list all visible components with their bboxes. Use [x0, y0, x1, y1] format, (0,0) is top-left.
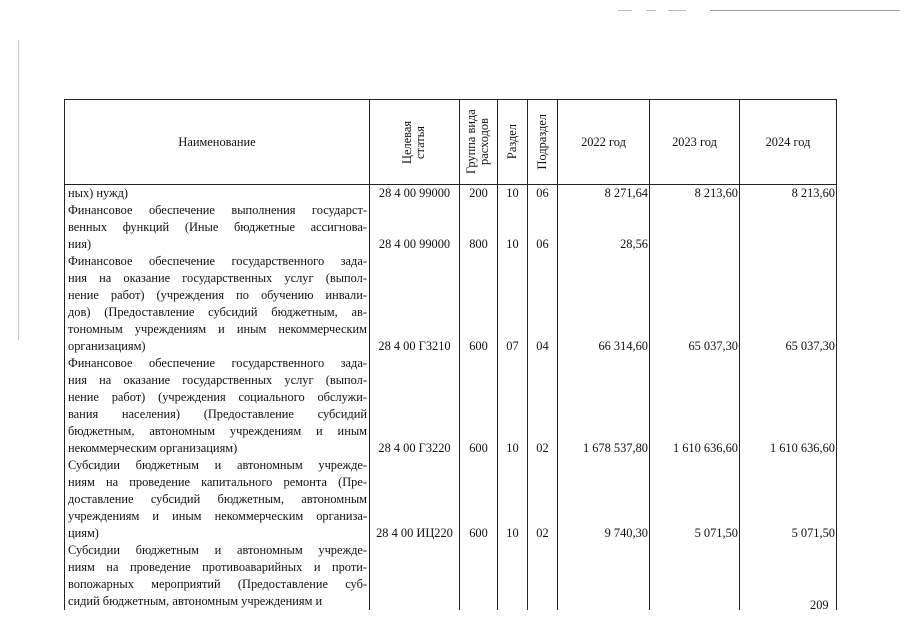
- row-value-2023: [650, 542, 740, 610]
- row-name-line: организациям): [68, 339, 146, 353]
- header-year-2024: 2024 год: [740, 100, 837, 185]
- header-year-2022: 2022 год: [558, 100, 650, 185]
- row-target-article: 28 4 00 99000: [370, 202, 460, 253]
- header-expense-group: [460, 100, 498, 185]
- table-row: [65, 253, 837, 355]
- header-name: Наименование: [65, 100, 370, 185]
- row-target-article: 28 4 00 Г3210: [370, 253, 460, 355]
- row-name-line: нение работ) (учреждения по обучению инвали-: [68, 288, 367, 302]
- row-target-article: 28 4 00 99000: [370, 185, 460, 203]
- scan-artifact-dash: [646, 10, 656, 11]
- row-section: 10: [498, 185, 528, 203]
- header-subsection-text: Подраздел: [535, 114, 549, 170]
- row-value-2023: [650, 202, 740, 253]
- row-name-line: ных) нужд): [68, 186, 129, 200]
- row-name-line: тономным учреждениям и иным некоммерческим: [68, 322, 367, 336]
- row-name-line: Финансовое обеспечение государственного зада-: [68, 356, 367, 370]
- row-name-line: сидий бюджетным, автономным учреждениям и: [68, 594, 323, 608]
- row-name-line: Финансовое обеспечение выполнения государст-: [68, 203, 367, 217]
- page-number: 209: [810, 598, 829, 612]
- row-target-article: 28 4 00 ИЦ220: [370, 457, 460, 542]
- row-expense-group: 600: [460, 457, 498, 542]
- row-name-line: дов) (Предоставление субсидий бюджетным, ав-: [68, 305, 367, 319]
- row-name-line: ниям на проведение капитального ремонта (Пре-: [68, 475, 367, 489]
- row-section: 10: [498, 202, 528, 253]
- table-header-row: [65, 100, 837, 185]
- row-section: [498, 542, 528, 610]
- header-subsection: [528, 100, 558, 185]
- row-value-2024: 8 213,60: [740, 185, 837, 203]
- scan-artifact-dash: [668, 10, 686, 11]
- header-expense-group-text: Группа вида расходов: [463, 109, 491, 175]
- table-row: [65, 202, 837, 253]
- header-section-text: Раздел: [505, 124, 519, 160]
- row-subsection: 06: [528, 202, 558, 253]
- row-name: [65, 185, 370, 203]
- row-value-2024: 1 610 636,60: [740, 355, 837, 457]
- row-expense-group: 600: [460, 355, 498, 457]
- row-name-line: венных функций (Иные бюджетные ассигнова-: [68, 220, 367, 234]
- row-subsection: 02: [528, 457, 558, 542]
- row-target-article: 28 4 00 Г3220: [370, 355, 460, 457]
- row-subsection: 06: [528, 185, 558, 203]
- header-year-2023: 2023 год: [650, 100, 740, 185]
- row-expense-group: 200: [460, 185, 498, 203]
- row-name-line: доставление субсидий бюджетным, автономным: [68, 492, 367, 506]
- row-name-line: нение работ) (учреждения социального обслужи-: [68, 390, 367, 404]
- header-target-article: [370, 100, 460, 185]
- table-row: [65, 542, 837, 610]
- row-name: [65, 253, 370, 355]
- budget-table: [64, 99, 837, 610]
- row-section: 10: [498, 457, 528, 542]
- row-name: [65, 457, 370, 542]
- row-name-line: Субсидии бюджетным и автономным учрежде-: [68, 543, 367, 557]
- row-name-line: ниям на проведение противоаварийных и проти-: [68, 560, 367, 574]
- scan-artifact-edge: [18, 40, 19, 340]
- table-row: [65, 457, 837, 542]
- row-value-2022: [558, 542, 650, 610]
- row-value-2023: 1 610 636,60: [650, 355, 740, 457]
- row-subsection: [528, 542, 558, 610]
- row-name-line: некоммерческим организациям): [68, 441, 238, 455]
- row-value-2023: 65 037,30: [650, 253, 740, 355]
- row-name: [65, 542, 370, 610]
- table-body: [65, 185, 837, 611]
- row-name-line: ния на оказание государственных услуг (выпол-: [68, 271, 367, 285]
- row-name-line: Субсидии бюджетным и автономным учрежде-: [68, 458, 367, 472]
- scan-artifact-dash: [618, 10, 632, 11]
- row-name-line: вопожарных мероприятий (Предоставление суб-: [68, 577, 367, 591]
- row-section: 07: [498, 253, 528, 355]
- row-name-line: ния): [68, 237, 92, 251]
- row-value-2022: 9 740,30: [558, 457, 650, 542]
- row-expense-group: 800: [460, 202, 498, 253]
- row-subsection: 02: [528, 355, 558, 457]
- row-value-2022: 66 314,60: [558, 253, 650, 355]
- row-expense-group: 600: [460, 253, 498, 355]
- row-name: [65, 355, 370, 457]
- row-name-line: учреждениям и иным некоммерческим организа-: [68, 509, 367, 523]
- row-name-line: Финансовое обеспечение государственного зада-: [68, 254, 367, 268]
- row-name-line: ния на оказание государственных услуг (выпол-: [68, 373, 367, 387]
- row-value-2023: 8 213,60: [650, 185, 740, 203]
- row-name-line: вания населения) (Предоставление субсидий: [68, 407, 367, 421]
- header-section: [498, 100, 528, 185]
- scan-artifact-line: [710, 10, 900, 11]
- row-name-line: бюджетным, автономным учреждениям и иным: [68, 424, 367, 438]
- row-name: [65, 202, 370, 253]
- row-name-line: циям): [68, 526, 99, 540]
- row-value-2023: 5 071,50: [650, 457, 740, 542]
- row-value-2024: [740, 202, 837, 253]
- row-value-2024: 65 037,30: [740, 253, 837, 355]
- row-expense-group: [460, 542, 498, 610]
- row-value-2024: 5 071,50: [740, 457, 837, 542]
- header-target-article-text: Целевая статья: [399, 120, 427, 164]
- row-target-article: [370, 542, 460, 610]
- row-subsection: 04: [528, 253, 558, 355]
- row-value-2022: 8 271,64: [558, 185, 650, 203]
- row-value-2022: 28,56: [558, 202, 650, 253]
- table-row: [65, 185, 837, 203]
- row-value-2022: 1 678 537,80: [558, 355, 650, 457]
- row-section: 10: [498, 355, 528, 457]
- table-row: [65, 355, 837, 457]
